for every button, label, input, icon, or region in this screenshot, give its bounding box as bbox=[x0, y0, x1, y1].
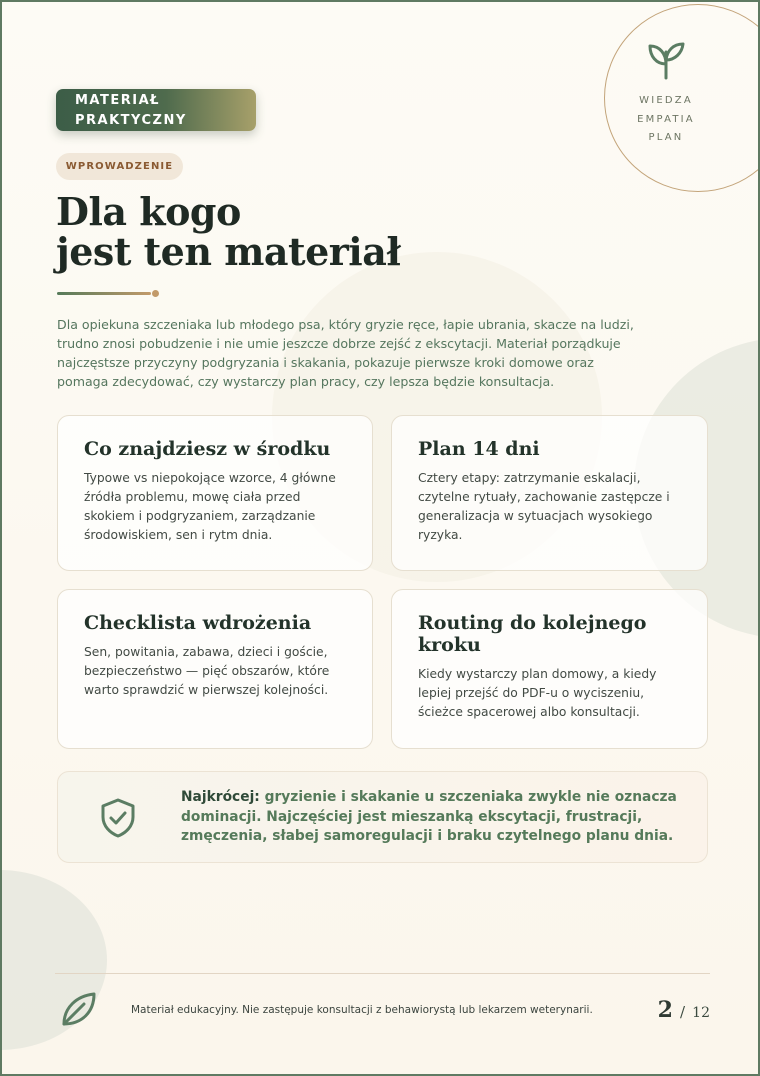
seal-words bbox=[604, 92, 728, 148]
intro-paragraph: Dla opiekuna szczeniaka lub młodego psa, który gryzie ręce, łapie ubrania, skacze na ludzi, trudno znosi pobudzenie i nie umie jeszcze dobrze zejść z ekscytacji. Materiał porządkuje najczęstsze przyczyny podgryzania i skakania, pokazuje pierwsze kroki domowe oraz pomaga zdecydować, czy wystarczy plan pracy, czy lepsza będzie konsultacja. bbox=[57, 317, 634, 389]
card-title: Checklista wdrożenia bbox=[84, 612, 312, 634]
card-title: Plan 14 dni bbox=[418, 438, 540, 460]
section-pill: WPROWADZENIE bbox=[56, 153, 183, 180]
title-underline-dot bbox=[152, 290, 159, 297]
info-card bbox=[57, 589, 373, 749]
page-separator: / bbox=[680, 1003, 686, 1021]
callout-text bbox=[181, 788, 681, 847]
title-line: Dla kogo bbox=[56, 189, 241, 234]
info-card bbox=[57, 415, 373, 571]
page-title bbox=[56, 189, 616, 274]
card-text: Sen, powitania, zabawa, dzieci i goście, bezpieczeństwo — pięć obszarów, które warto sprawdzić w pierwszej kolejności. bbox=[84, 645, 330, 697]
card-text: Cztery etapy: zatrzymanie eskalacji, czytelne rytuały, zachowanie zastępcze i generalizacja w sytuacjach wysokiego ryzyka. bbox=[418, 471, 670, 542]
callout-body: gryzienie i skakanie u szczeniaka zwykle nie oznacza dominacji. Najczęściej jest mieszanką ekscytacji, frustracji, zmęczenia, słabej samoregulacji i braku czytelnego planu dnia. bbox=[181, 789, 677, 844]
card-title: Routing do kolejnego kroku bbox=[418, 612, 647, 656]
shield-check-icon bbox=[98, 797, 138, 839]
page-total: 12 bbox=[692, 1005, 710, 1021]
leaf-icon bbox=[60, 990, 98, 1028]
card-text: Kiedy wystarczy plan domowy, a kiedy lepiej przejść do PDF-u o wyciszeniu, ścieżce spacerowej albo konsultacji. bbox=[418, 667, 657, 719]
info-card bbox=[391, 589, 708, 749]
page-number bbox=[642, 997, 710, 1023]
title-line: jest ten materiał bbox=[56, 229, 401, 274]
footer-divider bbox=[55, 973, 710, 974]
badge-line: PRAKTYCZNY bbox=[75, 113, 187, 128]
card-title: Co znajdziesz w środku bbox=[84, 438, 331, 460]
info-card bbox=[391, 415, 708, 571]
material-badge bbox=[56, 89, 256, 131]
card-text: Typowe vs niepokojące wzorce, 4 główne źródła problemu, mowę ciała przed skokiem i podgryzaniem, zarządzanie środowiskiem, sen i rytm dnia. bbox=[84, 471, 336, 542]
footer-disclaimer: Materiał edukacyjny. Nie zastępuje konsultacji z behawiorystą lub lekarzem weterynarii. bbox=[131, 1004, 593, 1016]
seal-word: EMPATIA bbox=[637, 113, 695, 125]
seal-word: WIEDZA bbox=[639, 95, 693, 106]
title-underline bbox=[57, 292, 151, 295]
sprout-icon bbox=[646, 38, 686, 80]
callout-lead: Najkrócej: bbox=[181, 789, 260, 805]
page-current: 2 bbox=[657, 997, 673, 1023]
seal-word: PLAN bbox=[648, 132, 684, 143]
badge-line: MATERIAŁ bbox=[75, 93, 160, 108]
